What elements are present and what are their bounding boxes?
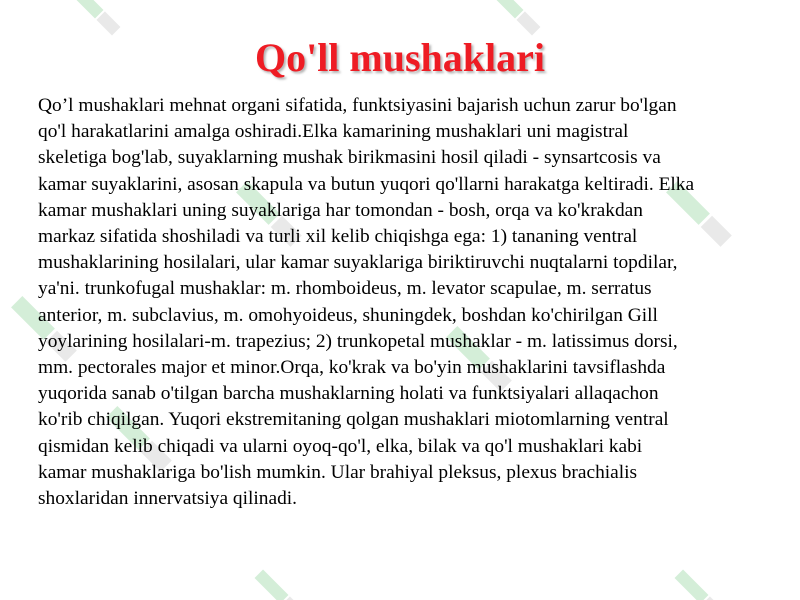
watermark-pencil-icon	[675, 570, 726, 600]
page-title: Qo'll mushaklari	[254, 35, 546, 80]
watermark-pencil-icon	[490, 0, 541, 35]
watermark-pencil-icon	[70, 0, 121, 35]
watermark-pencil-icon	[255, 570, 306, 600]
body-paragraph: Qo’l mushaklari mehnat organi sifatida, funktsiyasini bajarish uchun zarur bo'lgan qo'l harakatlarini amalga oshiradi.Elka kamarining mushaklari uni magistral skeletiga bog'lab, suyaklarning mushak birikmasini hosil qiladi - synsartcosis va kamar suyaklarini, asosan skapula va butun yuqori qo'llarni harakatga keltiradi. Elka kamar mushaklari uning suyaklariga har tomondan - bosh, orqa va ko'krakdan markaz sifatida shoshiladi va turli xil kelib chiqishga ega: 1) tananing ventral mushaklarining hosilalari, ular kamar suyaklariga biriktiruvchi nuqtalarni topdilar, ya'ni. trunkofugal mushaklar: m. rhomboideus, m. levator scapulae, m. serratus anterior, m. subclavius, m. omohyoideus, shuningdek, boshdan ko'chirilgan Gill yoylarining hosilalari-m. trapezius; 2) trunkopetal mushaklar - m. latissimus dorsi, mm. pectorales major et minor.Orqa, ko'krak va bo'yin mushaklarini tavsiflashda yuqorida sanab o'tilgan barcha mushaklarning holati va funktsiyalari allaqachon ko'rib chiqilgan. Yuqori ekstremitaning qolgan mushaklari miotomlarning ventral qismidan kelib chiqadi va ularni oyoq-qo'l, elka, bilak va qo'l mushaklari kabi kamar mushaklariga bo'lish mumkin. Ular brahiyal pleksus, plexus brachialis shoxlaridan innervatsiya qilinadi.	[38, 95, 695, 510]
